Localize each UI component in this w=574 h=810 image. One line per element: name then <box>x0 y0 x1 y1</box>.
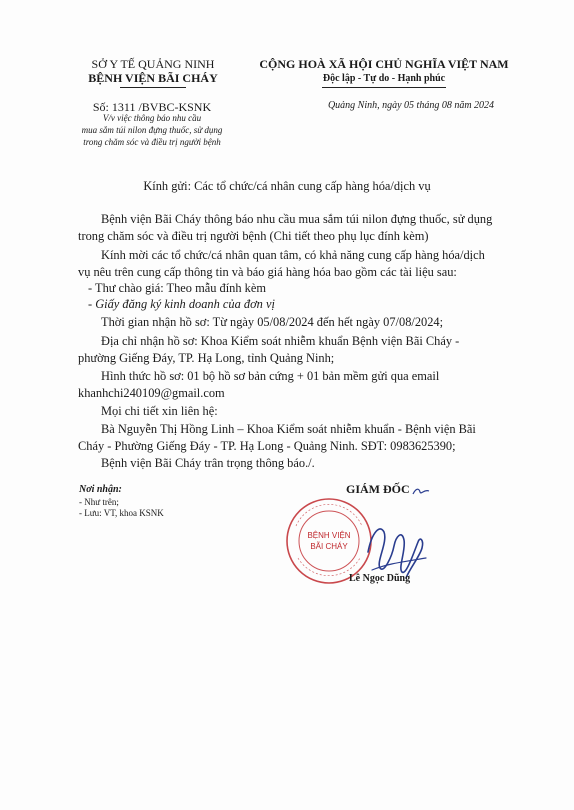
initials-mark <box>412 486 430 496</box>
signer-position: GIÁM ĐỐC <box>346 482 410 496</box>
national-motto: Độc lập - Tự do - Hạnh phúc <box>322 73 446 84</box>
recipient-line: Kính gửi: Các tổ chức/cá nhân cung cấp hàng hóa/dịch vụ <box>143 179 431 193</box>
requirement-item-1: - Thư chào giá: Theo mẫu đính kèm <box>88 281 266 295</box>
recipients-title: Nơi nhận: <box>79 484 122 495</box>
ministry-name: SỞ Y TẾ QUẢNG NINH <box>91 57 215 71</box>
recipients-item-2: - Lưu: VT, khoa KSNK <box>79 508 164 518</box>
subject-line-2: mua sắm túi nilon đựng thuốc, sử dụng <box>81 125 223 135</box>
signer-name: Lê Ngọc Dũng <box>349 573 411 584</box>
place-date: Quảng Ninh, ngày 05 tháng 08 năm 2024 <box>327 100 495 111</box>
subject-line-1: V/v việc thông báo nhu cầu <box>102 113 202 123</box>
address-line-2: phường Giếng Đáy, TP. Hạ Long, tỉnh Quảng Ninh; <box>78 351 335 365</box>
para2-line1: Kính mời các tổ chức/cá nhân quan tâm, có khả năng cung cấp hàng hóa/dịch <box>101 248 485 262</box>
contact-person-line-2: Cháy - Phường Giếng Đáy - TP. Hạ Long - Quảng Ninh. SĐT: 0983625390; <box>78 439 456 453</box>
document-number: Số: 1311 /BVBC-KSNK <box>92 100 212 114</box>
hospital-name: BỆNH VIỆN BÃI CHÁY <box>88 71 218 85</box>
requirement-item-2: - Giấy đăng ký kinh doanh của đơn vị <box>88 297 275 311</box>
national-title: CỘNG HOÀ XÃ HỘI CHỦ NGHĨA VIỆT NAM <box>259 57 509 71</box>
contact-person-line-1: Bà Nguyễn Thị Hồng Linh – Khoa Kiểm soát nhiễm khuẩn - Bệnh viện Bãi <box>101 422 476 436</box>
address-line-1: Địa chỉ nhận hồ sơ: Khoa Kiểm soát nhiễm khuẩn Bệnh viện Bãi Cháy - <box>101 334 460 348</box>
para2-line2: vụ nêu trên cung cấp thông tin và báo giá hàng hóa bao gồm các tài liệu sau: <box>78 265 457 279</box>
subject-line-3: trong chăm sóc và điều trị người bệnh <box>83 137 221 147</box>
motto-underline <box>322 87 446 88</box>
stamp-text-line-2: BÃI CHÁY <box>310 542 348 551</box>
closing-line: Bệnh viện Bãi Cháy trân trọng thông báo./. <box>101 456 315 470</box>
recipients-item-1: - Như trên; <box>79 497 119 507</box>
hospital-underline <box>120 87 186 88</box>
stamp-text-line-1: BỆNH VIỆN <box>307 531 351 540</box>
format-line-1: Hình thức hồ sơ: 01 bộ hồ sơ bản cứng + 01 bản mềm gửi qua email <box>101 369 440 383</box>
para1-line2: trong chăm sóc và điều trị người bệnh (Chi tiết theo phụ lục đính kèm) <box>78 229 429 243</box>
time-line: Thời gian nhận hồ sơ: Từ ngày 05/08/2024 đến hết ngày 07/08/2024; <box>101 315 444 329</box>
para1-line1: Bệnh viện Bãi Cháy thông báo nhu cầu mua sắm túi nilon đựng thuốc, sử dụng <box>101 212 493 226</box>
format-email: khanhchi240109@gmail.com <box>78 386 225 400</box>
contact-line: Mọi chi tiết xin liên hệ: <box>101 404 218 418</box>
